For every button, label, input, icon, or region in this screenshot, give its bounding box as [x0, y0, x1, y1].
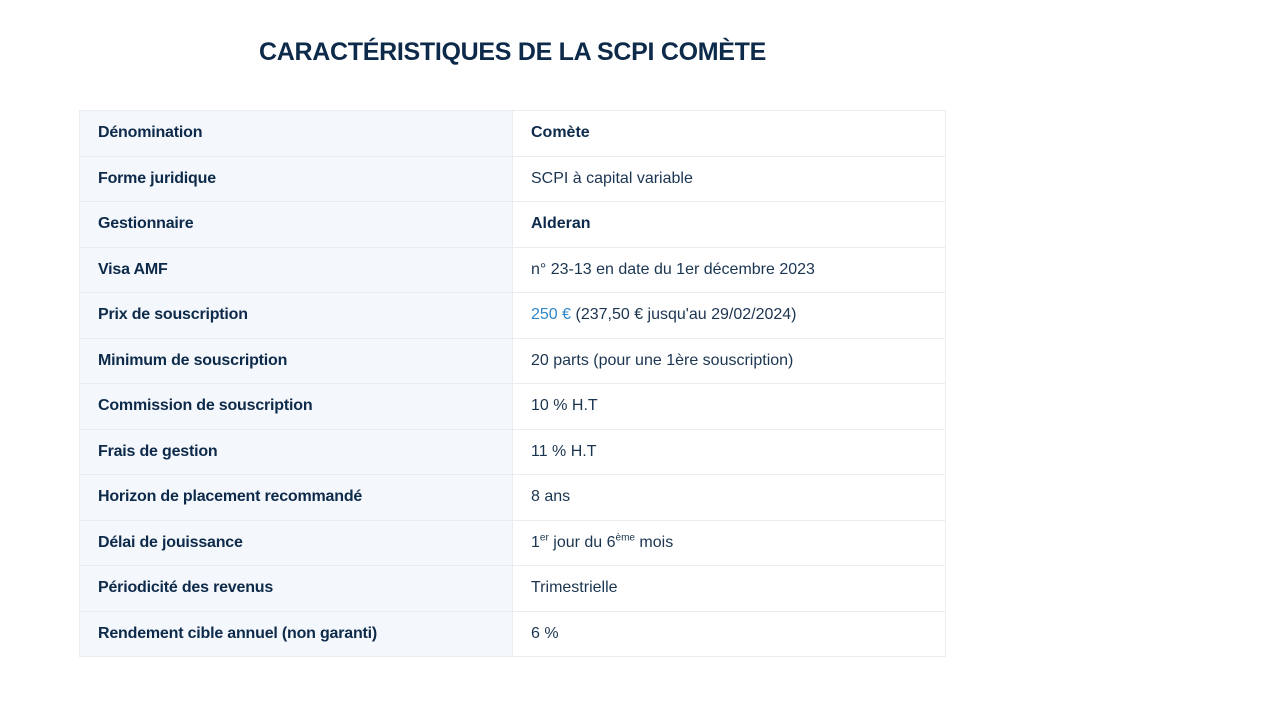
- row-value: 8 ans: [513, 475, 946, 521]
- row-value: 11 % H.T: [513, 429, 946, 475]
- row-label: Rendement cible annuel (non garanti): [80, 611, 513, 657]
- characteristics-table: [79, 110, 946, 657]
- table-row: [80, 520, 946, 566]
- row-value: SCPI à capital variable: [513, 156, 946, 202]
- table-row: [80, 111, 946, 157]
- row-label: Prix de souscription: [80, 293, 513, 339]
- table-row: [80, 156, 946, 202]
- table-row: [80, 566, 946, 612]
- row-value: [513, 520, 946, 566]
- subscription-price: 250 €: [531, 306, 572, 324]
- value-part: 1: [531, 533, 540, 551]
- table-row: [80, 611, 946, 657]
- table-row: [80, 338, 946, 384]
- row-value: [513, 293, 946, 339]
- row-label: Minimum de souscription: [80, 338, 513, 384]
- row-label: Périodicité des revenus: [80, 566, 513, 612]
- row-label: Commission de souscription: [80, 384, 513, 430]
- table-row: [80, 247, 946, 293]
- value-superscript: er: [539, 532, 549, 544]
- value-superscript: ème: [615, 532, 635, 544]
- row-value: n° 23-13 en date du 1er décembre 2023: [513, 247, 946, 293]
- subscription-price-note: (237,50 € jusqu'au 29/02/2024): [571, 306, 797, 324]
- value-part: jour du 6: [548, 533, 616, 551]
- row-label: Gestionnaire: [80, 202, 513, 248]
- row-value: Trimestrielle: [513, 566, 946, 612]
- row-label: Délai de jouissance: [80, 520, 513, 566]
- row-value: 6 %: [513, 611, 946, 657]
- row-value: 10 % H.T: [513, 384, 946, 430]
- table-row: [80, 475, 946, 521]
- value-part: mois: [634, 533, 674, 551]
- row-label: Frais de gestion: [80, 429, 513, 475]
- row-value: Comète: [513, 111, 946, 157]
- row-value: 20 parts (pour une 1ère souscription): [513, 338, 946, 384]
- row-label: Visa AMF: [80, 247, 513, 293]
- row-label: Horizon de placement recommandé: [80, 475, 513, 521]
- row-label: Dénomination: [80, 111, 513, 157]
- row-label: Forme juridique: [80, 156, 513, 202]
- page-title: CARACTÉRISTIQUES DE LA SCPI COMÈTE: [259, 38, 766, 66]
- table-row: [80, 429, 946, 475]
- table-row: [80, 293, 946, 339]
- table-row: [80, 384, 946, 430]
- row-value: Alderan: [513, 202, 946, 248]
- table-row: [80, 202, 946, 248]
